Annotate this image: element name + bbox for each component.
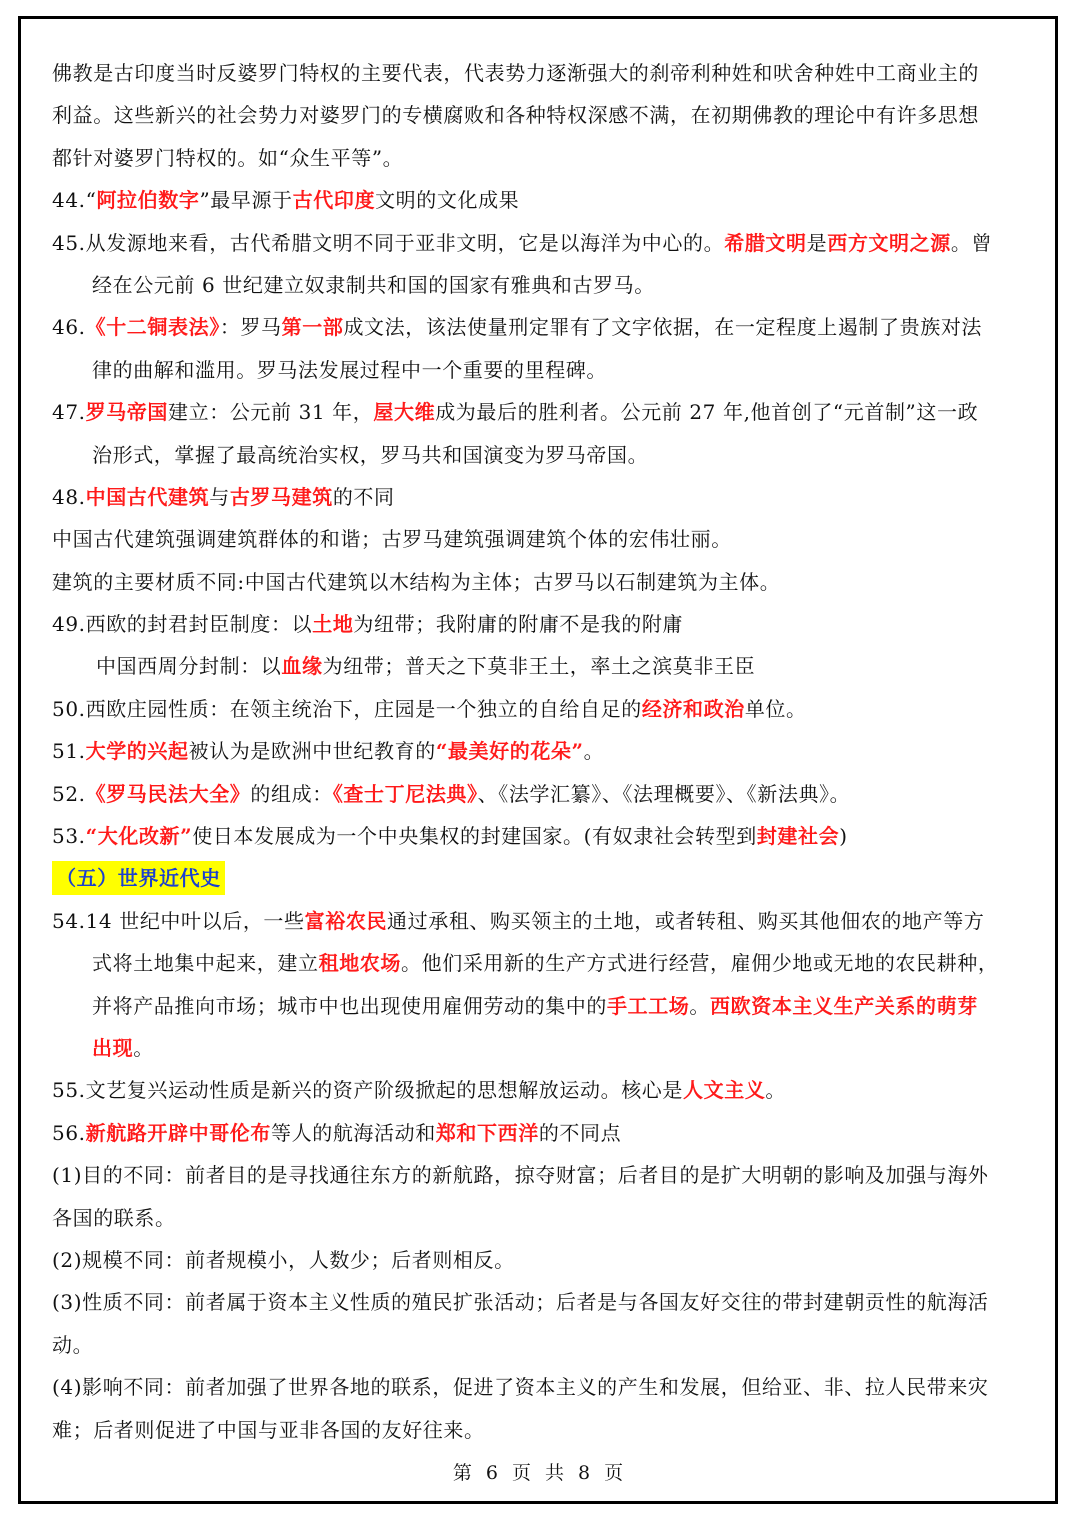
intro-line-1: 佛教是古印度当时反婆罗门特权的主要代表，代表势力逐渐强大的刹帝利种姓和吠舍种姓中工商业主的: [52, 61, 979, 85]
item-56: 56.新航路开辟中哥伦布等人的航海活动和郑和下西洋的不同点: [52, 1120, 622, 1145]
item-46: 46.《十二铜表法》：罗马第一部成文法，该法使量刑定罪有了文字依据，在一定程度上遏制了贵族对法: [52, 315, 983, 340]
item-54-line-3: 并将产品推向市场；城市中也出现使用雇佣劳动的集中的手工工场。西欧资本主义生产关系的萌芽: [92, 993, 978, 1018]
item-56-point-3: (3)性质不同：前者属于资本主义性质的殖民扩张活动；后者是与各国友好交往的带封建朝贡性的航海活: [52, 1290, 989, 1315]
intro-line-3: 都针对婆罗门特权的。如“众生平等”。: [52, 145, 404, 170]
item-44: 44.“阿拉伯数字”最早源于古代印度文明的文化成果: [52, 188, 520, 213]
item-53: 53.“大化改新”使日本发展成为一个中央集权的封建国家。(有奴隶社会转型到封建社会): [52, 824, 848, 849]
item-56-point-2: (2)规模不同：前者规模小，人数少；后者则相反。: [52, 1247, 515, 1272]
item-56-point-1-cont: 各国的联系。: [52, 1205, 176, 1230]
item-51: 51.大学的兴起被认为是欧洲中世纪教育的“最美好的花朵”。: [52, 739, 605, 764]
section-heading: （五）世界近代史: [52, 861, 225, 895]
item-45-cont: 经在公元前 6 世纪建立奴隶制共和国的国家有雅典和古罗马。: [92, 272, 655, 297]
intro-line-2: 利益。这些新兴的社会势力对婆罗门的专横腐败和各种特权深感不满，在初期佛教的理论中有许多思想: [52, 103, 979, 128]
item-49-cont: 中国西周分封制：以血缘为纽带；普天之下莫非王土，率土之滨莫非王臣: [96, 654, 756, 679]
item-45: 45.从发源地来看，古代希腊文明不同于亚非文明，它是以海洋为中心的。希腊文明是西方文明之源。曾: [52, 230, 993, 255]
item-56-point-4: (4)影响不同：前者加强了世界各地的联系，促进了资本主义的产生和发展，但给亚、非、拉人民带来灾: [52, 1375, 989, 1400]
item-49: 49.西欧的封君封臣制度：以土地为纽带；我附庸的附庸不是我的附庸: [52, 612, 684, 637]
item-50: 50.西欧庄园性质：在领主统治下，庄园是一个独立的自给自足的经济和政治单位。: [52, 696, 807, 721]
item-52: 52.《罗马民法大全》的组成：《查士丁尼法典》、《法学汇纂》、《法理概要》、《新法典》。: [52, 781, 851, 806]
item-54-line-2: 式将土地集中起来，建立租地农场。他们采用新的生产方式进行经营，雇佣少地或无地的农民耕种，: [92, 951, 999, 976]
item-54: 54.14 世纪中叶以后，一些富裕农民通过承租、购买领主的土地，或者转租、购买其他佃农的地产等方: [52, 908, 985, 933]
page-footer: 第 6 页 共 8 页: [452, 1462, 628, 1484]
item-48-line-3: 建筑的主要材质不同:中国古代建筑以木结构为主体；古罗马以石制建筑为主体。: [52, 569, 781, 594]
item-47: 47.罗马帝国建立：公元前 31 年，屋大维成为最后的胜利者。公元前 27 年,他首创了“元首制”这一政: [52, 400, 979, 425]
item-48: 48.中国古代建筑与古罗马建筑的不同: [52, 484, 395, 509]
item-47-cont: 治形式，掌握了最高统治实权，罗马共和国演变为罗马帝国。: [92, 442, 649, 467]
item-54-line-4: 出现。: [92, 1035, 154, 1060]
section-heading-row: [52, 857, 1042, 899]
item-56-point-3-cont: 动。: [52, 1332, 94, 1357]
item-56-point-4-cont: 难；后者则促进了中国与亚非各国的友好往来。: [52, 1417, 485, 1442]
item-55: 55.文艺复兴运动性质是新兴的资产阶级掀起的思想解放运动。核心是人文主义。: [52, 1078, 787, 1103]
item-56-point-1: (1)目的不同：前者目的是寻找通往东方的新航路，掠夺财富；后者目的是扩大明朝的影响及加强与海外: [52, 1163, 989, 1188]
item-46-cont: 律的曲解和滥用。罗马法发展过程中一个重要的里程碑。: [92, 357, 607, 382]
document-body: [52, 52, 1042, 1451]
item-48-line-2: 中国古代建筑强调建筑群体的和谐；古罗马建筑强调建筑个体的宏伟壮丽。: [52, 527, 732, 552]
